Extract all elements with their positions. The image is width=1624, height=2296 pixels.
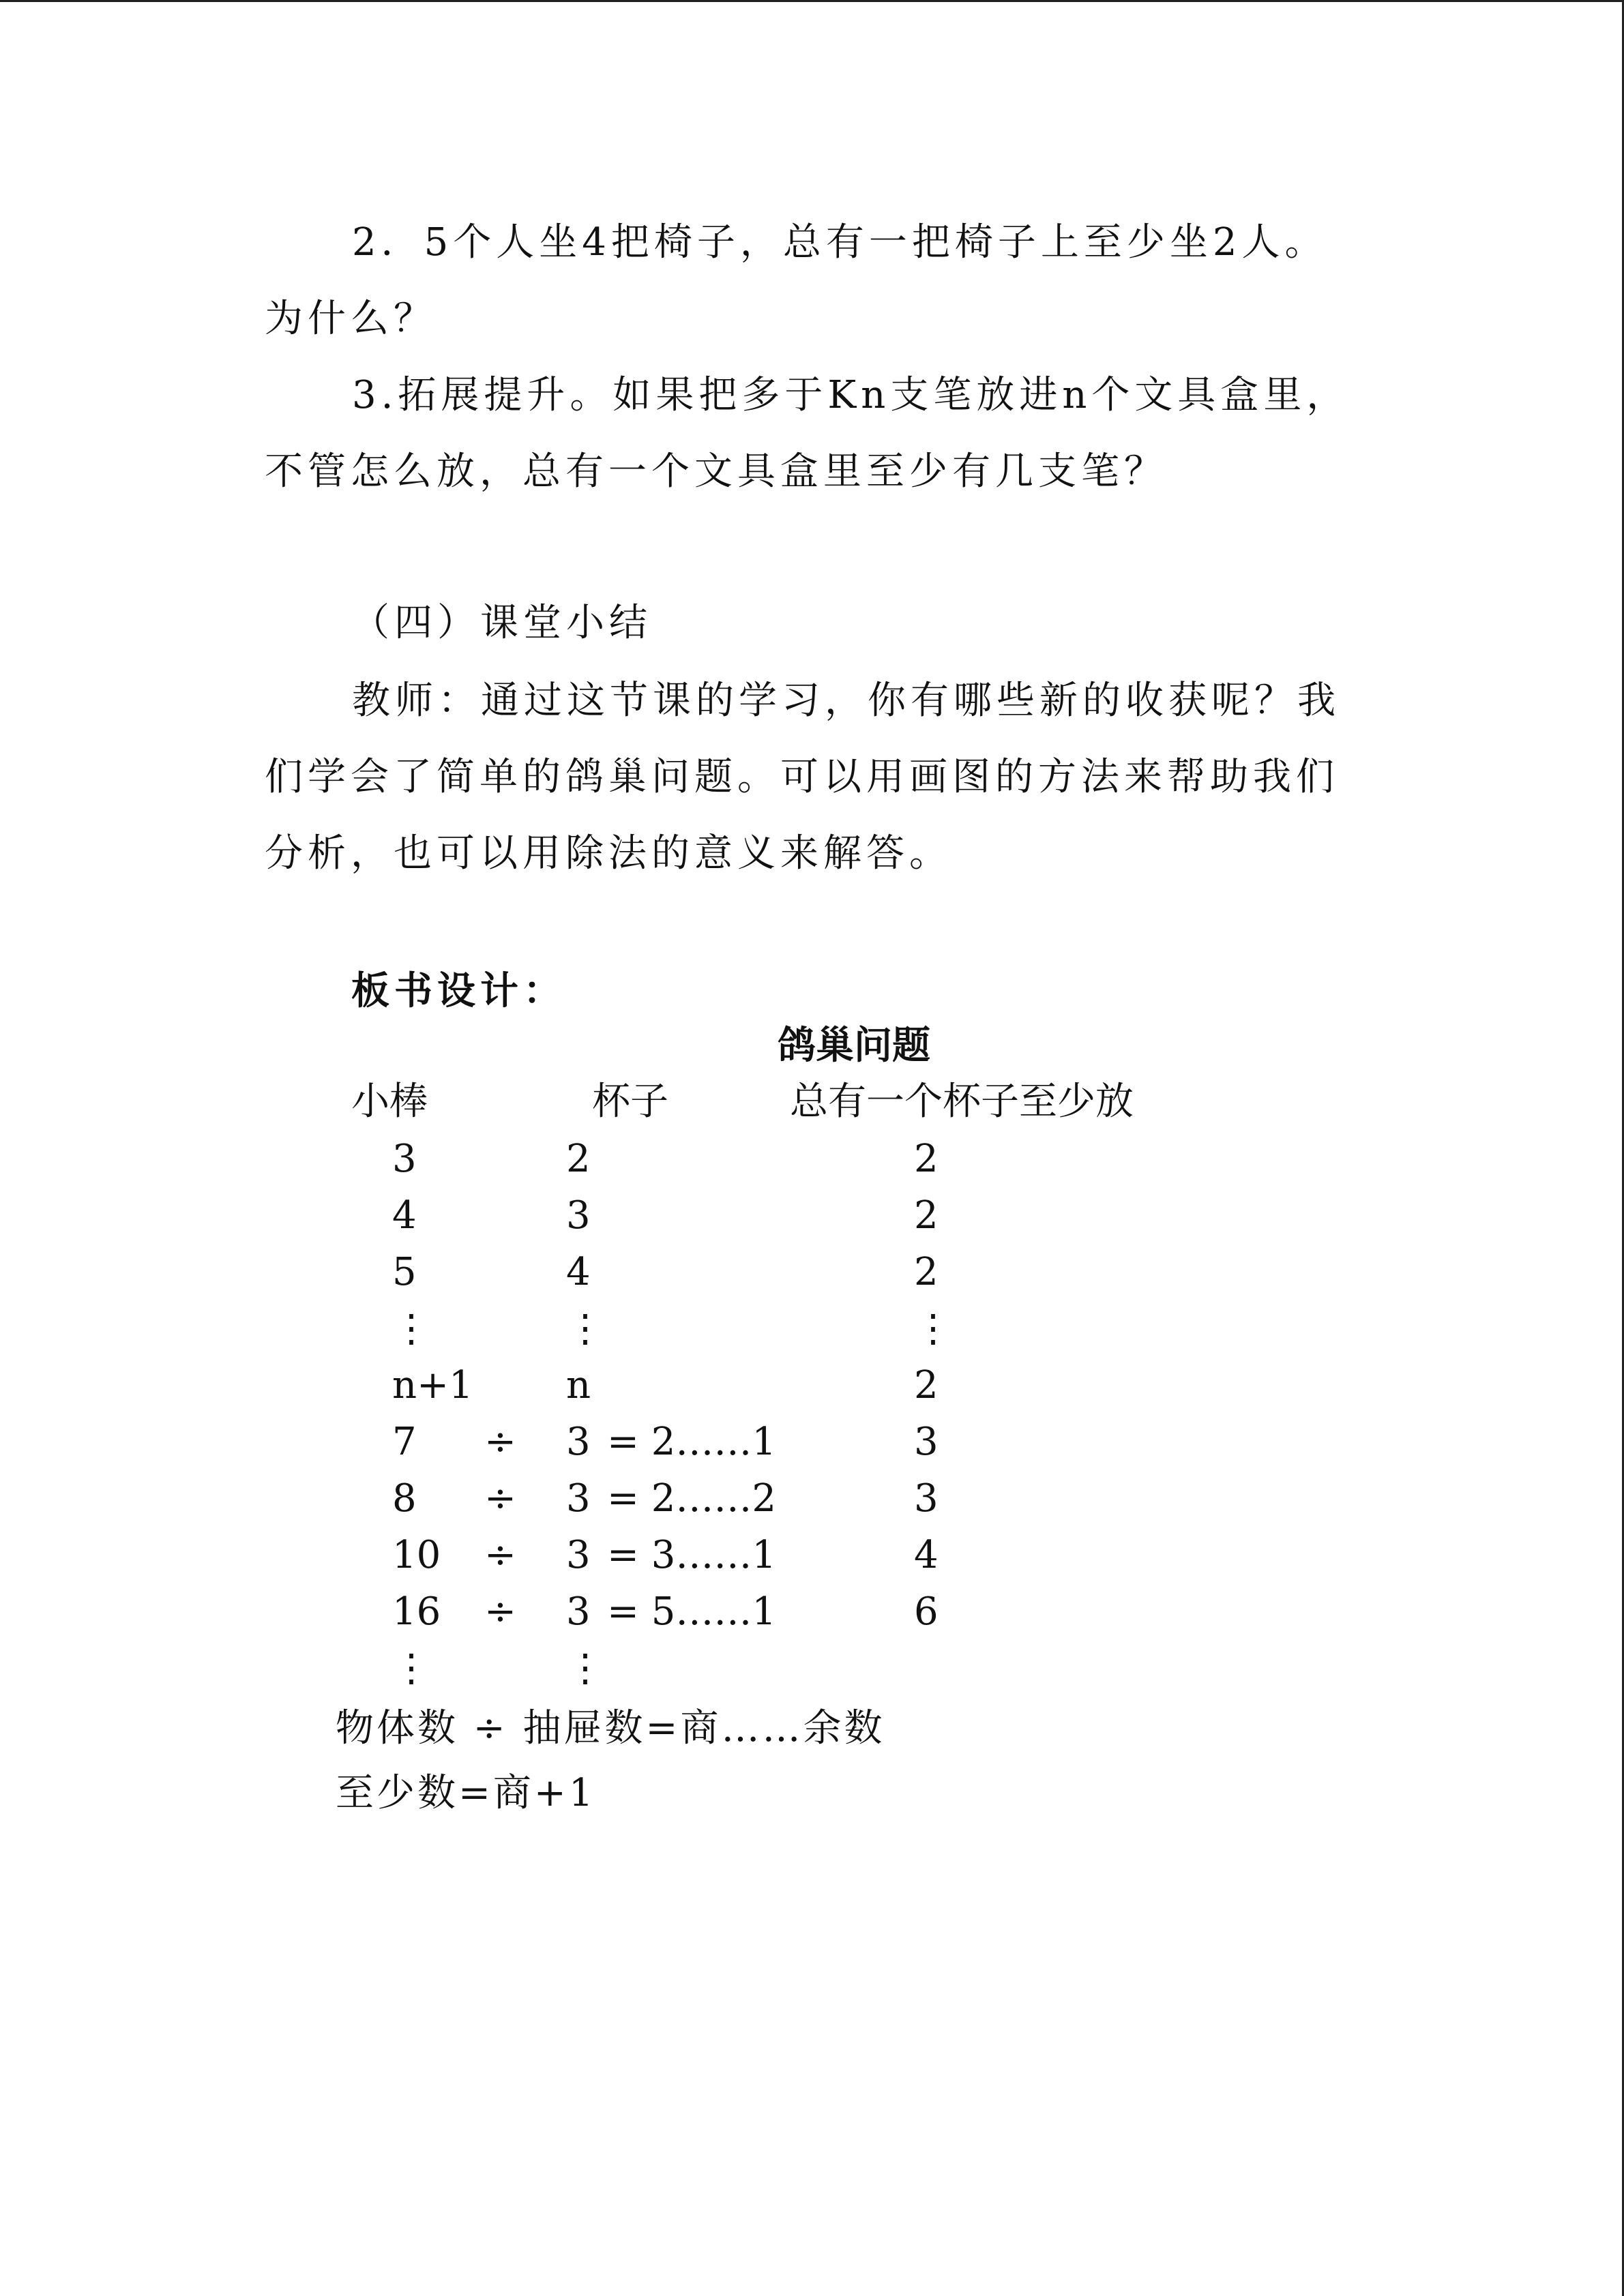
board-row-7-a: 8 <box>392 1476 417 1521</box>
board-row-9-a: 16 <box>392 1590 441 1634</box>
board-row-8-c: 4 <box>914 1533 939 1577</box>
board-row-6-c: 3 <box>914 1420 939 1464</box>
board-row-9-op: ÷ <box>484 1590 516 1634</box>
header-at-least: 总有一个杯子至少放 <box>790 1079 1134 1124</box>
summary-paragraph: 教师：通过这节课的学习，你有哪些新的收获呢？我们学会了简单的鸽巢问题。可以用画图的方法来帮助我们分析，也可以用除法的意义来解答。 <box>265 679 1340 876</box>
exercise-2-paragraph: 2．5个人坐4把椅子，总有一把椅子上至少坐2人。为什么？ <box>265 220 1328 341</box>
board-row-4-c: ⋮ <box>914 1307 952 1351</box>
formula-minimum: 至少数=商+1 <box>336 1771 596 1815</box>
board-design-label: 板书设计： <box>351 968 566 1013</box>
board-row-7-b: 3 <box>566 1476 591 1521</box>
board-row-5-b: n <box>566 1363 591 1407</box>
board-row-2-a: 4 <box>392 1193 417 1238</box>
board-row-8-a: 10 <box>392 1533 441 1577</box>
board-row-8-op: ÷ <box>484 1533 516 1577</box>
board-row-1-c: 2 <box>914 1137 939 1181</box>
board-row-2-c: 2 <box>914 1193 939 1238</box>
section-heading-summary: （四）课堂小结 <box>351 601 652 645</box>
board-row-9-b: 3 <box>566 1590 591 1634</box>
board-row-3-b: 4 <box>566 1250 591 1294</box>
board-row-4-b: ⋮ <box>566 1307 604 1351</box>
board-row-6-op: ÷ <box>484 1420 516 1464</box>
formula-division: 物体数 ÷ 抽屉数=商……余数 <box>336 1706 885 1750</box>
board-row-10-b: ⋮ <box>566 1646 604 1690</box>
board-row-10-a: ⋮ <box>392 1646 430 1690</box>
board-title: 鸽巢问题 <box>778 1023 930 1068</box>
header-sticks: 小棒 <box>351 1079 428 1124</box>
board-row-6-a: 7 <box>392 1420 417 1464</box>
board-row-8-eq: = 3……1 <box>607 1533 776 1577</box>
board-row-4-a: ⋮ <box>392 1307 430 1351</box>
board-row-9-c: 6 <box>914 1590 939 1634</box>
board-row-5-a: n+1 <box>392 1363 473 1407</box>
board-row-1-a: 3 <box>392 1137 417 1181</box>
board-row-3-a: 5 <box>392 1250 417 1294</box>
board-row-9-eq: = 5……1 <box>607 1590 776 1634</box>
board-row-2-b: 3 <box>566 1193 591 1238</box>
board-row-7-c: 3 <box>914 1476 939 1521</box>
board-row-8-b: 3 <box>566 1533 591 1577</box>
board-row-6-b: 3 <box>566 1420 591 1464</box>
board-row-3-c: 2 <box>914 1250 939 1294</box>
exercise-3-paragraph: 3.拓展提升。如果把多于Kn支笔放进n个文具盒里，不管怎么放，总有一个文具盒里至少有几支笔？ <box>265 373 1350 494</box>
page-top-border <box>0 0 1624 2</box>
board-row-6-eq: = 2……1 <box>607 1420 776 1464</box>
board-row-1-b: 2 <box>566 1137 591 1181</box>
board-row-7-eq: = 2……2 <box>607 1476 776 1521</box>
header-cups: 杯子 <box>592 1079 668 1124</box>
board-row-7-op: ÷ <box>484 1476 516 1521</box>
board-row-5-c: 2 <box>914 1363 939 1407</box>
